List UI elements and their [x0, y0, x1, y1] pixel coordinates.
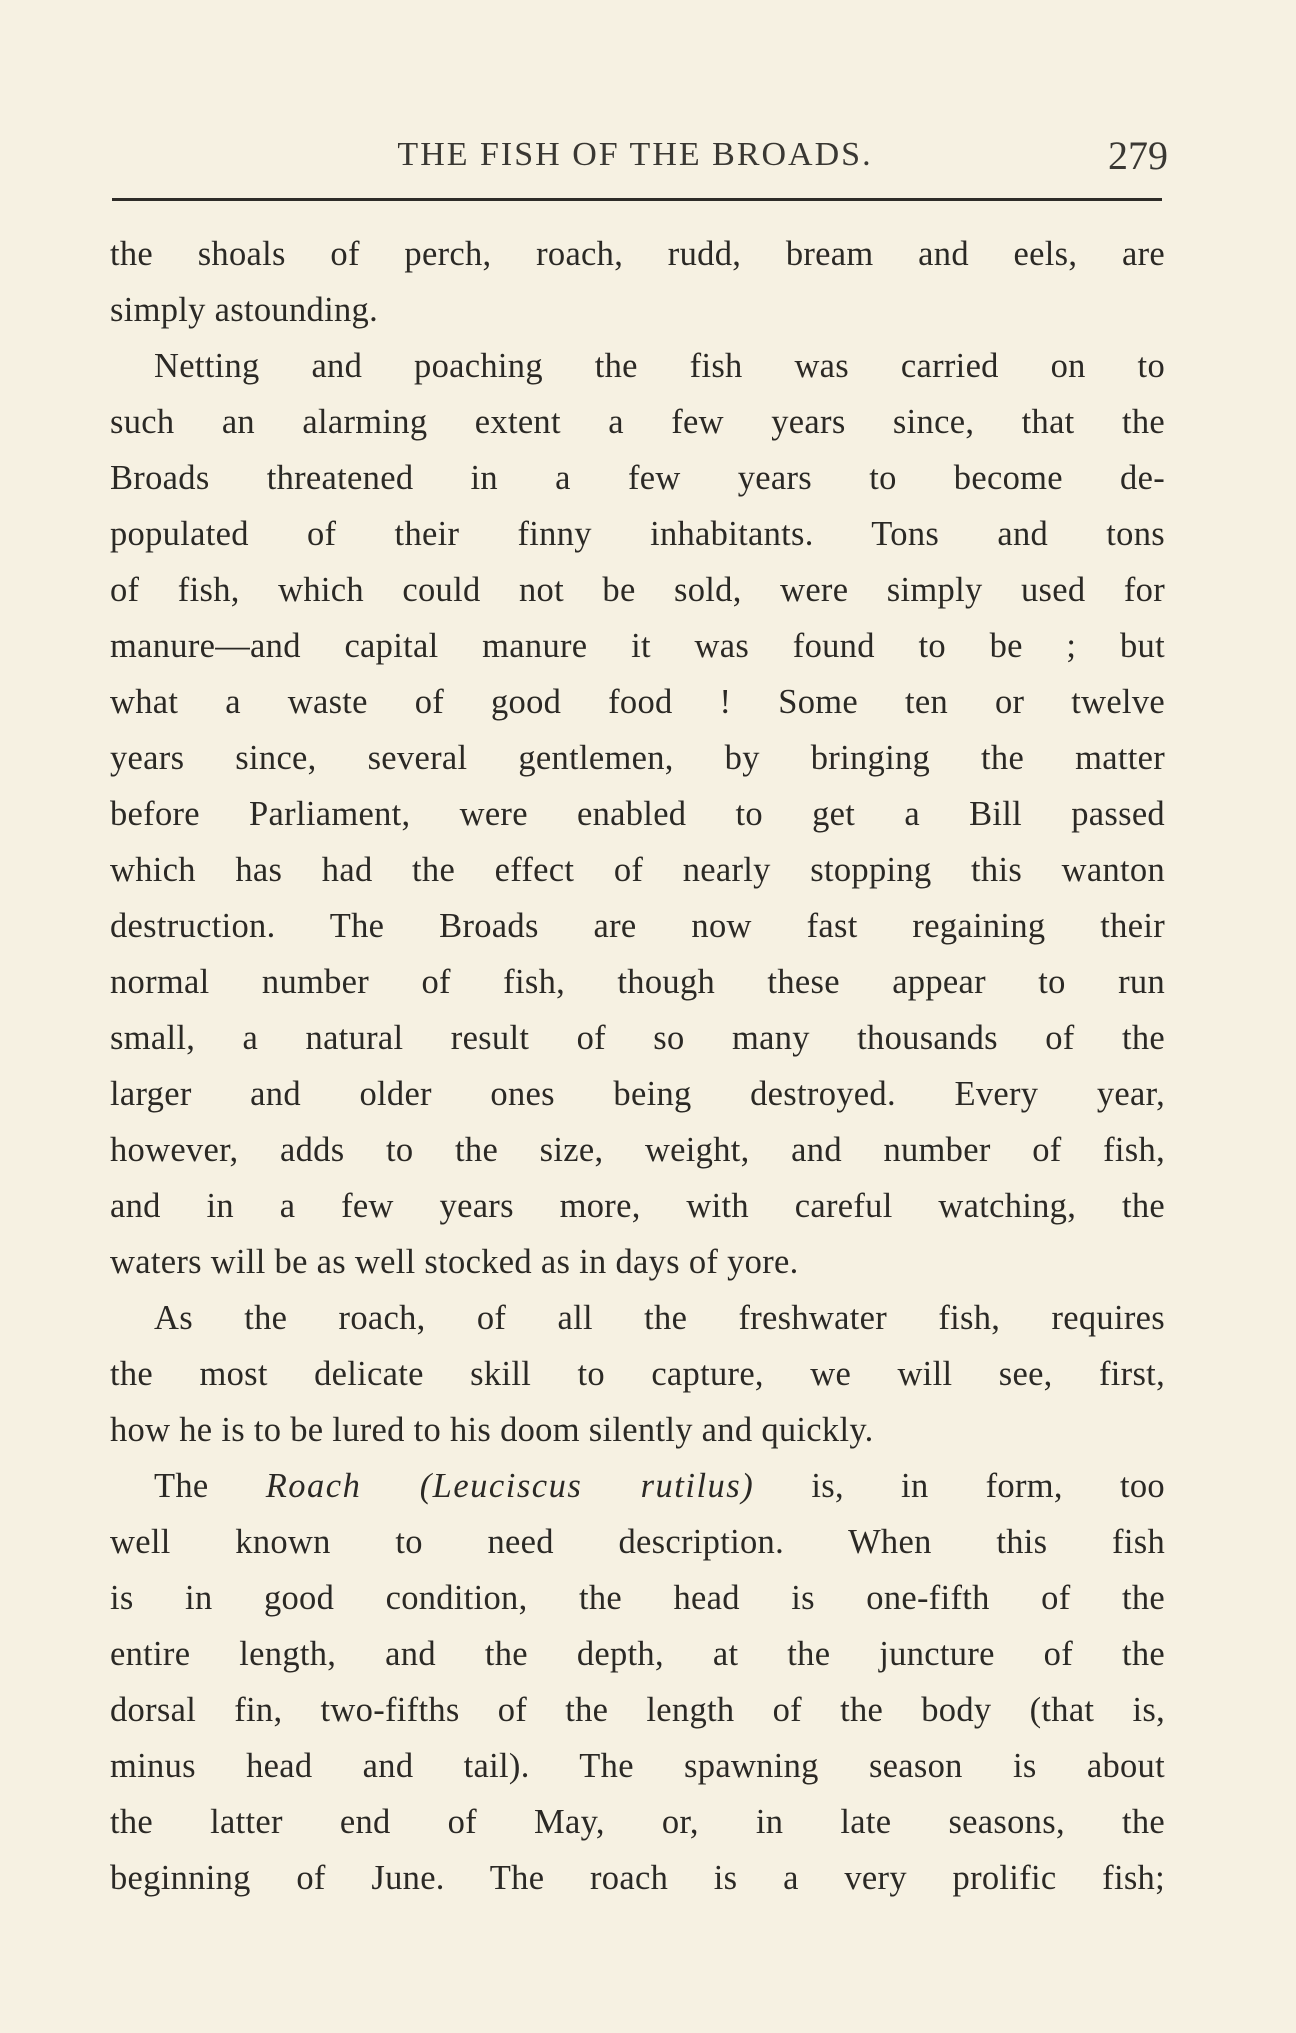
text-line: entire length, and the depth, at the juncture of the — [110, 1635, 1165, 1673]
text-line: such an alarming extent a few years since, that the — [110, 403, 1165, 441]
text-line: what a waste of good food ! Some ten or twelve — [110, 683, 1165, 721]
roach-line-before: The — [154, 1467, 266, 1505]
running-title: THE FISH OF THE BROADS. — [397, 136, 873, 173]
roach-scientific-name: Roach (Leuciscus rutilus) — [265, 1467, 755, 1505]
text-line: which has had the effect of nearly stopping this wanton — [110, 851, 1165, 889]
paragraph-start-line: Netting and poaching the fish was carried on to — [154, 347, 1165, 385]
text-line: small, a natural result of so many thousands of the — [110, 1019, 1165, 1057]
text-line: simply astounding. — [110, 291, 378, 329]
text-line: how he is to be lured to his doom silently and quickly. — [110, 1411, 874, 1449]
text-line: waters will be as well stocked as in days of yore. — [110, 1243, 799, 1281]
running-head — [110, 133, 1168, 186]
text-line: populated of their finny inhabitants. Tons and tons — [110, 515, 1165, 553]
text-line: is in good condition, the head is one-fifth of the — [110, 1579, 1165, 1617]
header-rule — [112, 198, 1162, 201]
page-number: 279 — [1108, 133, 1168, 178]
text-line: destruction. The Broads are now fast regaining their — [110, 907, 1165, 945]
text-line: beginning of June. The roach is a very prolific fish; — [110, 1859, 1165, 1897]
text-line: the most delicate skill to capture, we will see, first, — [110, 1355, 1165, 1393]
text-line: years since, several gentlemen, by bringing the matter — [110, 739, 1165, 777]
text-line: and in a few years more, with careful watching, the — [110, 1187, 1165, 1225]
text-line: larger and older ones being destroyed. Every year, — [110, 1075, 1165, 1113]
text-line: the latter end of May, or, in late seasons, the — [110, 1803, 1165, 1841]
text-line: the shoals of perch, roach, rudd, bream and eels, are — [110, 235, 1165, 273]
text-line: normal number of fish, though these appear to run — [110, 963, 1165, 1001]
text-line: well known to need description. When this fish — [110, 1523, 1165, 1561]
text-line: dorsal fin, two-fifths of the length of the body (that is, — [110, 1691, 1165, 1729]
body-text — [110, 226, 1165, 1906]
roach-paragraph-start-line — [110, 1458, 1165, 1514]
text-line: Broads threatened in a few years to become de- — [110, 459, 1165, 497]
text-line: of fish, which could not be sold, were simply used for — [110, 571, 1165, 609]
text-line: manure—and capital manure it was found to be ; but — [110, 627, 1165, 665]
roach-line-after: is, in form, too — [754, 1467, 1165, 1505]
paragraph-start-line: As the roach, of all the freshwater fish, requires — [154, 1299, 1165, 1337]
text-line: minus head and tail). The spawning season is about — [110, 1747, 1165, 1785]
text-line: however, adds to the size, weight, and number of fish, — [110, 1131, 1165, 1169]
text-line: before Parliament, were enabled to get a Bill passed — [110, 795, 1165, 833]
